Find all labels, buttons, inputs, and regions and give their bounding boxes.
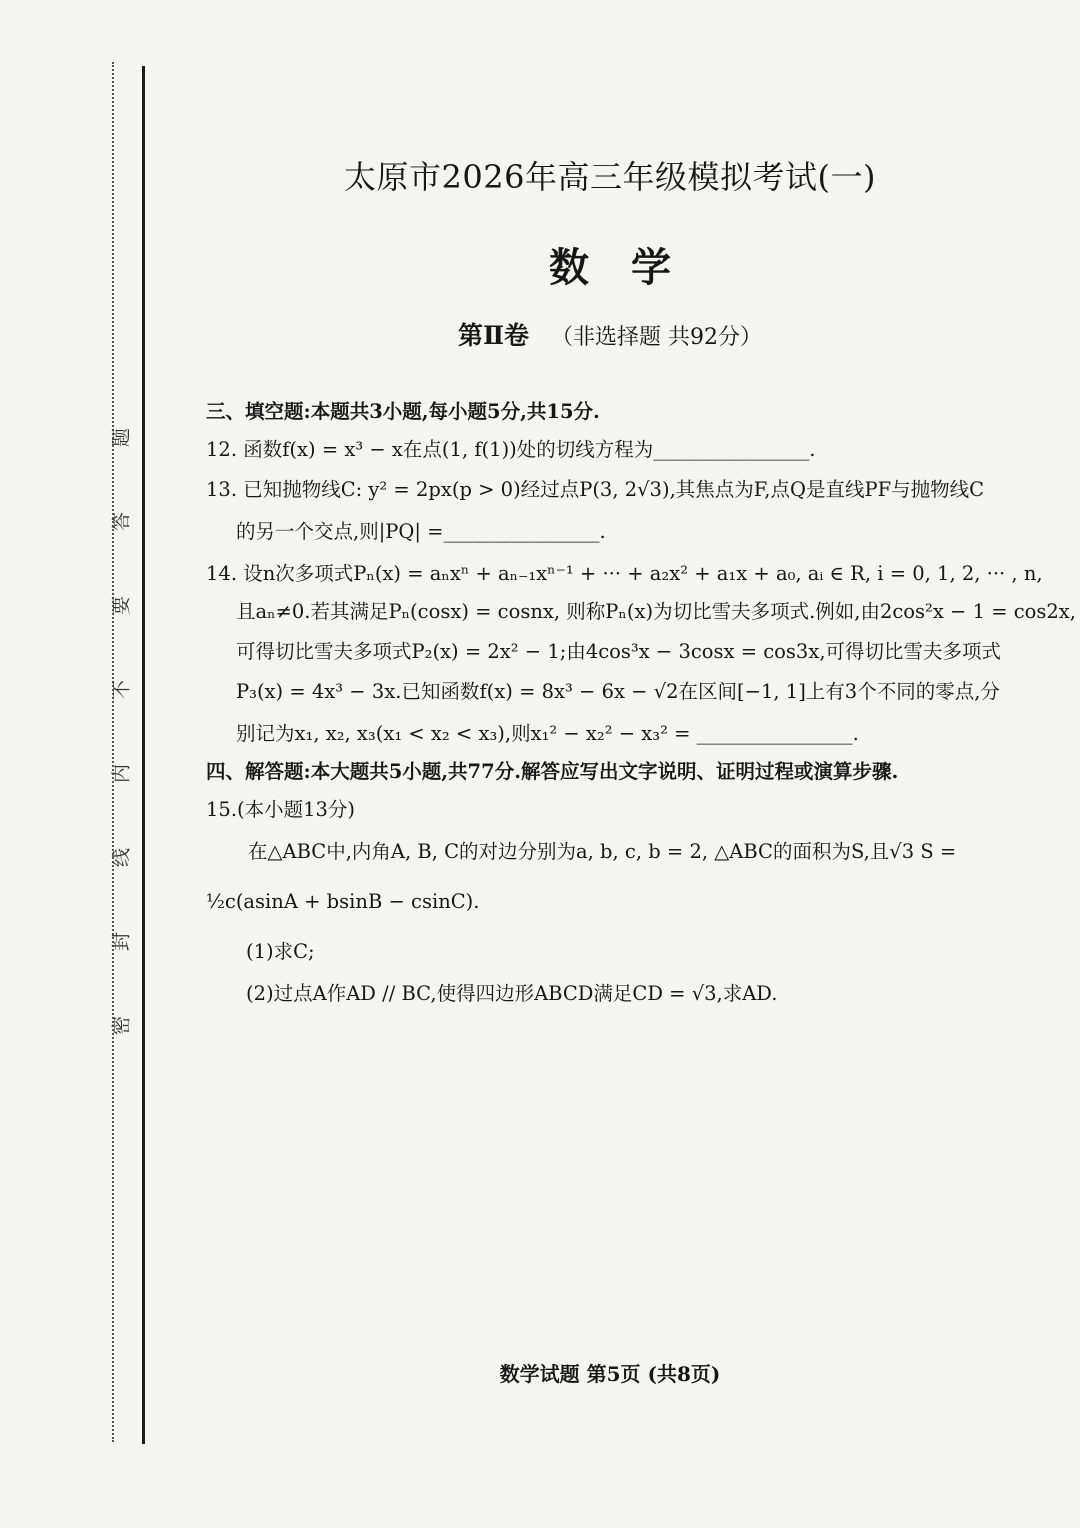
subject-title: 数学 xyxy=(549,244,713,291)
page-footer: 数学试题 第5页 (共8页) xyxy=(499,1362,721,1386)
question-14-line-2: 且aₙ≠0.若其满足Pₙ(cosx) = cosnx, 则称Pₙ(x)为切比雪夫多项式.例如,由2cos²x − 1 = cos2x, xyxy=(236,600,1077,623)
question-15-part-2: (2)过点A作AD // BC,使得四边形ABCD满足CD = √3,求AD. xyxy=(246,982,778,1005)
question-14-line-5: 别记为x₁, x₂, x₃(x₁ < x₂ < x₃),则x₁² − x₂² − x₃² = ________________. xyxy=(236,722,859,745)
exam-title: 太原市2026年高三年级模拟考试(一) xyxy=(344,158,876,196)
volume-title: 第Ⅱ卷 xyxy=(457,321,530,350)
section-4-heading: 四、解答题:本大题共5小题,共77分.解答应写出文字说明、证明过程或演算步骤. xyxy=(206,760,899,783)
question-14-line-1: 14. 设n次多项式Pₙ(x) = aₙxⁿ + aₙ₋₁xⁿ⁻¹ + ··· + a₂x² + a₁x + a₀, aᵢ ∈ R, i = 0, 1, 2, ··· , n, xyxy=(206,562,1043,585)
seal-char-8: 题 xyxy=(110,428,133,448)
question-15-line-1: 在△ABC中,内角A, B, C的对边分别为a, b, c, b = 2, △ABC的面积为S,且√3 S = xyxy=(248,840,957,863)
binding-dotted-line xyxy=(112,62,114,1442)
seal-char-3: 线 xyxy=(110,848,133,868)
question-13-line-2: 的另一个交点,则|PQ| =________________. xyxy=(236,520,606,543)
seal-char-4: 内 xyxy=(110,764,133,784)
seal-char-6: 要 xyxy=(110,596,133,616)
question-14-line-3: 可得切比雪夫多项式P₂(x) = 2x² − 1;由4cos³x − 3cosx = cos3x,可得切比雪夫多项式 xyxy=(236,640,1002,663)
question-12: 12. 函数f(x) = x³ − x在点(1, f(1))处的切线方程为________________. xyxy=(206,438,816,461)
section-3-heading: 三、填空题:本题共3小题,每小题5分,共15分. xyxy=(206,400,600,423)
volume-header xyxy=(200,316,1020,352)
seal-char-5: 不 xyxy=(110,680,133,700)
question-15-heading: 15.(本小题13分) xyxy=(206,798,356,821)
question-13-line-1: 13. 已知抛物线C: y² = 2px(p > 0)经过点P(3, 2√3),其焦点为F,点Q是直线PF与抛物线C xyxy=(206,478,985,501)
seal-char-1: 密 xyxy=(110,1016,133,1036)
binding-solid-line xyxy=(142,66,145,1444)
seal-char-2: 封 xyxy=(110,932,133,952)
question-15-part-1: (1)求C; xyxy=(246,940,315,963)
volume-description: （非选择题 共92分） xyxy=(551,325,763,350)
question-14-line-4: P₃(x) = 4x³ − 3x.已知函数f(x) = 8x³ − 6x − √2在区间[−1, 1]上有3个不同的零点,分 xyxy=(236,680,1000,703)
seal-char-7: 答 xyxy=(110,512,133,532)
question-15-line-2: ½c(asinA + bsinB − csinC). xyxy=(206,890,480,913)
